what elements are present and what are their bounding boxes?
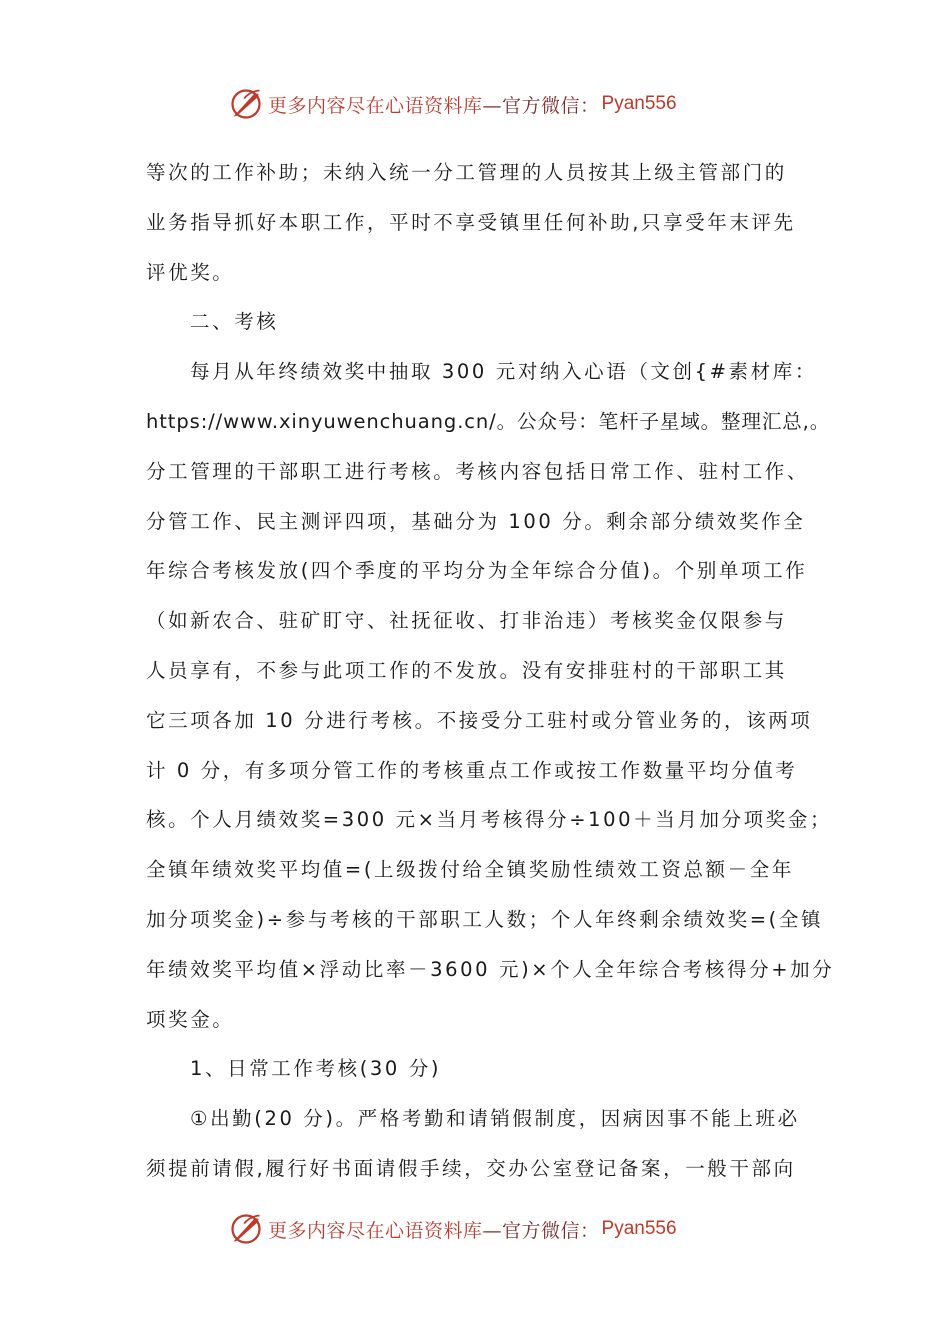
document-body xyxy=(146,148,835,1194)
section-heading: 二、考核 xyxy=(190,310,279,334)
body-line: 每月从年终绩效奖中抽取 300 元对纳入心语（文创{#素材库： xyxy=(190,360,817,384)
body-line: 加分项奖金)÷参与考核的干部职工人数；个人年终剩余绩效奖=(全镇 xyxy=(146,907,824,931)
body-line: 它三项各加 10 分进行考核。不接受分工驻村或分管业务的，该两项 xyxy=(146,708,813,732)
body-line: 核。个人月绩效奖=300 元×当月考核得分÷100＋当月加分项奖金； xyxy=(146,808,833,832)
body-line: 人员享有，不参与此项工作的不发放。没有安排驻村的干部职工其 xyxy=(146,658,787,682)
body-line: 业务指导抓好本职工作，平时不享受镇里任何补助,只享受年末评先 xyxy=(146,210,796,234)
subsection-heading: 1、日常工作考核(30 分) xyxy=(190,1057,442,1081)
body-line: 分管工作、民主测评四项，基础分为 100 分。剩余部分绩效奖作全 xyxy=(146,509,806,533)
header-banner xyxy=(228,84,677,124)
footer-banner xyxy=(228,1209,677,1249)
header-brand-text: 更多内容尽在心语资料库 xyxy=(268,94,483,117)
body-line: ①出勤(20 分)。严格考勤和请销假制度，因病因事不能上班必 xyxy=(190,1107,800,1131)
body-line: https://www.xinyuwenchuang.cn/。公众号：笔杆子星域。整理汇总,。 xyxy=(146,409,831,433)
body-line: （如新农合、驻矿盯守、社抚征收、打非治违）考核奖金仅限参与 xyxy=(146,609,787,633)
body-line: 全镇年绩效奖平均值=(上级拨付给全镇奖励性绩效工资总额－全年 xyxy=(146,858,794,882)
header-wechat-label: —官方微信： xyxy=(482,94,600,117)
quill-pen-logo-icon xyxy=(228,86,264,122)
footer-wechat-account: Pyan556 xyxy=(601,1218,677,1239)
body-line: 年综合考核发放(四个季度的平均分为全年综合分值)。个别单项工作 xyxy=(146,559,808,583)
footer-wechat-label: —官方微信： xyxy=(482,1219,600,1242)
body-line: 等次的工作补助；未纳入统一分工管理的人员按其上级主管部门的 xyxy=(146,161,787,184)
quill-pen-logo-icon xyxy=(228,1211,264,1247)
body-line: 年绩效奖平均值×浮动比率－3600 元)×个人全年综合考核得分+加分 xyxy=(146,957,835,981)
body-line: 项奖金。 xyxy=(146,1007,235,1031)
body-line: 分工管理的干部职工进行考核。考核内容包括日常工作、驻村工作、 xyxy=(146,459,810,483)
footer-brand-text: 更多内容尽在心语资料库 xyxy=(268,1219,483,1242)
body-line: 须提前请假,履行好书面请假手续，交办公室登记备案，一般干部向 xyxy=(146,1156,796,1180)
body-line: 评优奖。 xyxy=(146,260,235,284)
body-line: 计 0 分，有多项分管工作的考核重点工作或按工作数量平均分值考 xyxy=(146,758,798,782)
header-wechat-account: Pyan556 xyxy=(601,93,677,114)
